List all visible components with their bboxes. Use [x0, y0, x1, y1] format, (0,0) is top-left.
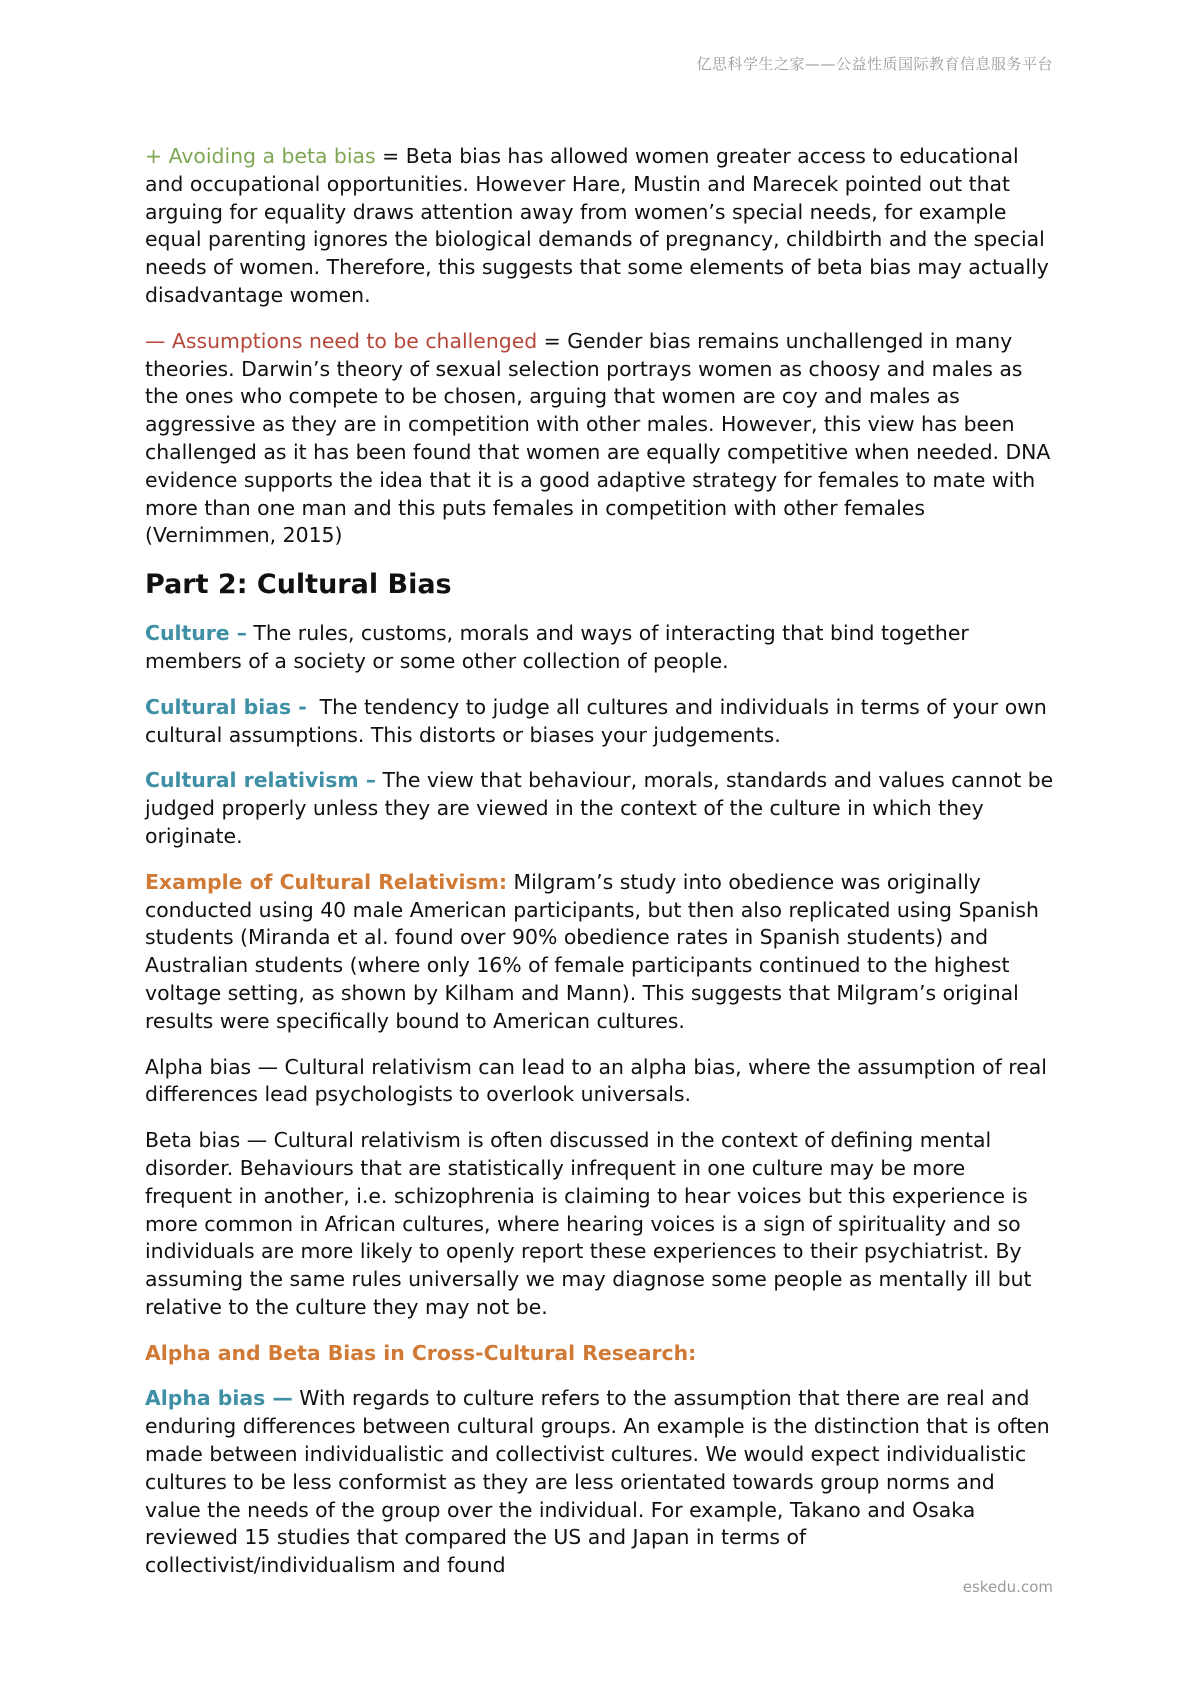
text-cross-alpha-bias: With regards to culture refers to the assumption that there are real and enduring differences between cultural groups. An example is the distinction that is often made between individualistic and collectivist cultures. We would expect individualistic cultures to be less conformist as they are less orientated towards group norms and value the needs of the group over the individual. For example, Takano and Osaka reviewed 15 studies that compared the US and Japan in terms of collectivist/individualism and found: [145, 1386, 1050, 1578]
paragraph-beta-bias: Beta bias — Cultural relativism is often discussed in the context of defining mental disorder. Behaviours that are statistically infrequent in one culture may be more frequent in another, i.e. schizophrenia is claiming to hear voices but this experience is more common in African cultures, where hearing voices is a sign of spirituality and so individuals are more likely to openly report these experiences to their psychiatrist. By assuming the same rules universally we may diagnose some people as mentally ill but relative to the culture they may not be.: [145, 1128, 1032, 1319]
paragraph-cross-alpha-bias: [145, 1385, 1055, 1580]
text-cultural-bias: The tendency to judge all cultures and individuals in terms of your own cultural assumptions. This distorts or biases your judgements.: [145, 694, 1054, 747]
definition-cultural-bias: [145, 694, 1055, 750]
text-culture: The rules, customs, morals and ways of interacting that bind together members of a society or some other collection of people.: [145, 621, 969, 673]
label-avoiding-beta-bias: + Avoiding a beta bias: [145, 144, 376, 168]
text-assumptions: = Gender bias remains unchallenged in many theories. Darwin’s theory of sexual selection portrays women as choosy and males as the ones who compete to be chosen, arguing that women are coy and males as aggressive as they are in competition with other males. However, this view has been challenged as it has been found that women are equally competitive when needed. DNA evidence supports the idea that it is a good adaptive strategy for females to mate with more than one man and this puts females in competition with other females (Vernimmen, 2015): [145, 328, 1051, 548]
page-footer: eskedu.com: [962, 1578, 1053, 1596]
text-example: Milgram’s study into obedience was originally conducted using 40 male American participants, but then also replicated using Spanish students (Miranda et al. found over 90% obedience rates in Spanish students) and Australian students (where only 16% of female participants continued to the highest voltage setting, as shown by Kilham and Mann). This suggests that Milgram’s original results were specifically bound to American cultures.: [145, 869, 1039, 1033]
paragraph-assumptions: [145, 328, 1055, 550]
subheading-text: Alpha and Beta Bias in Cross-Cultural Research:: [145, 1340, 697, 1365]
text-cultural-relativism: The view that behaviour, morals, standards and values cannot be judged properly unless they are viewed in the context of the culture in which they originate.: [145, 768, 1054, 848]
page-header: 亿思科学生之家——公益性质国际教育信息服务平台: [696, 55, 1053, 73]
example-cultural-relativism: [145, 869, 1055, 1036]
label-assumptions: — Assumptions need to be challenged: [145, 328, 538, 353]
label-example: Example of Cultural Relativism:: [145, 869, 508, 894]
subheading-cross-cultural: [145, 1340, 1055, 1368]
text-avoiding-beta-bias: = Beta bias has allowed women greater access to educational and occupational opportunities. However Hare, Mustin and Marecek pointed out that arguing for equality draws attention away from women’s special needs, for example equal parenting ignores the biological demands of pregnancy, childbirth and the special needs of women. Therefore, this suggests that some elements of beta bias may actually disadvantage women.: [145, 144, 1049, 307]
term-cross-alpha-bias: Alpha bias —: [145, 1386, 293, 1411]
term-culture: Culture –: [145, 621, 247, 646]
paragraph-avoiding-beta-bias: [145, 143, 1055, 310]
paragraph-alpha-bias: Alpha bias — Cultural relativism can lead to an alpha bias, where the assumption of real differences lead psychologists to overlook universals.: [145, 1054, 1047, 1107]
term-cultural-bias: Cultural bias -: [145, 694, 307, 719]
document-body: [145, 143, 1055, 1598]
definition-culture: [145, 620, 1055, 676]
term-cultural-relativism: Cultural relativism –: [145, 768, 376, 793]
section-title: Part 2: Cultural Bias: [145, 569, 452, 601]
definition-cultural-relativism: [145, 767, 1055, 850]
